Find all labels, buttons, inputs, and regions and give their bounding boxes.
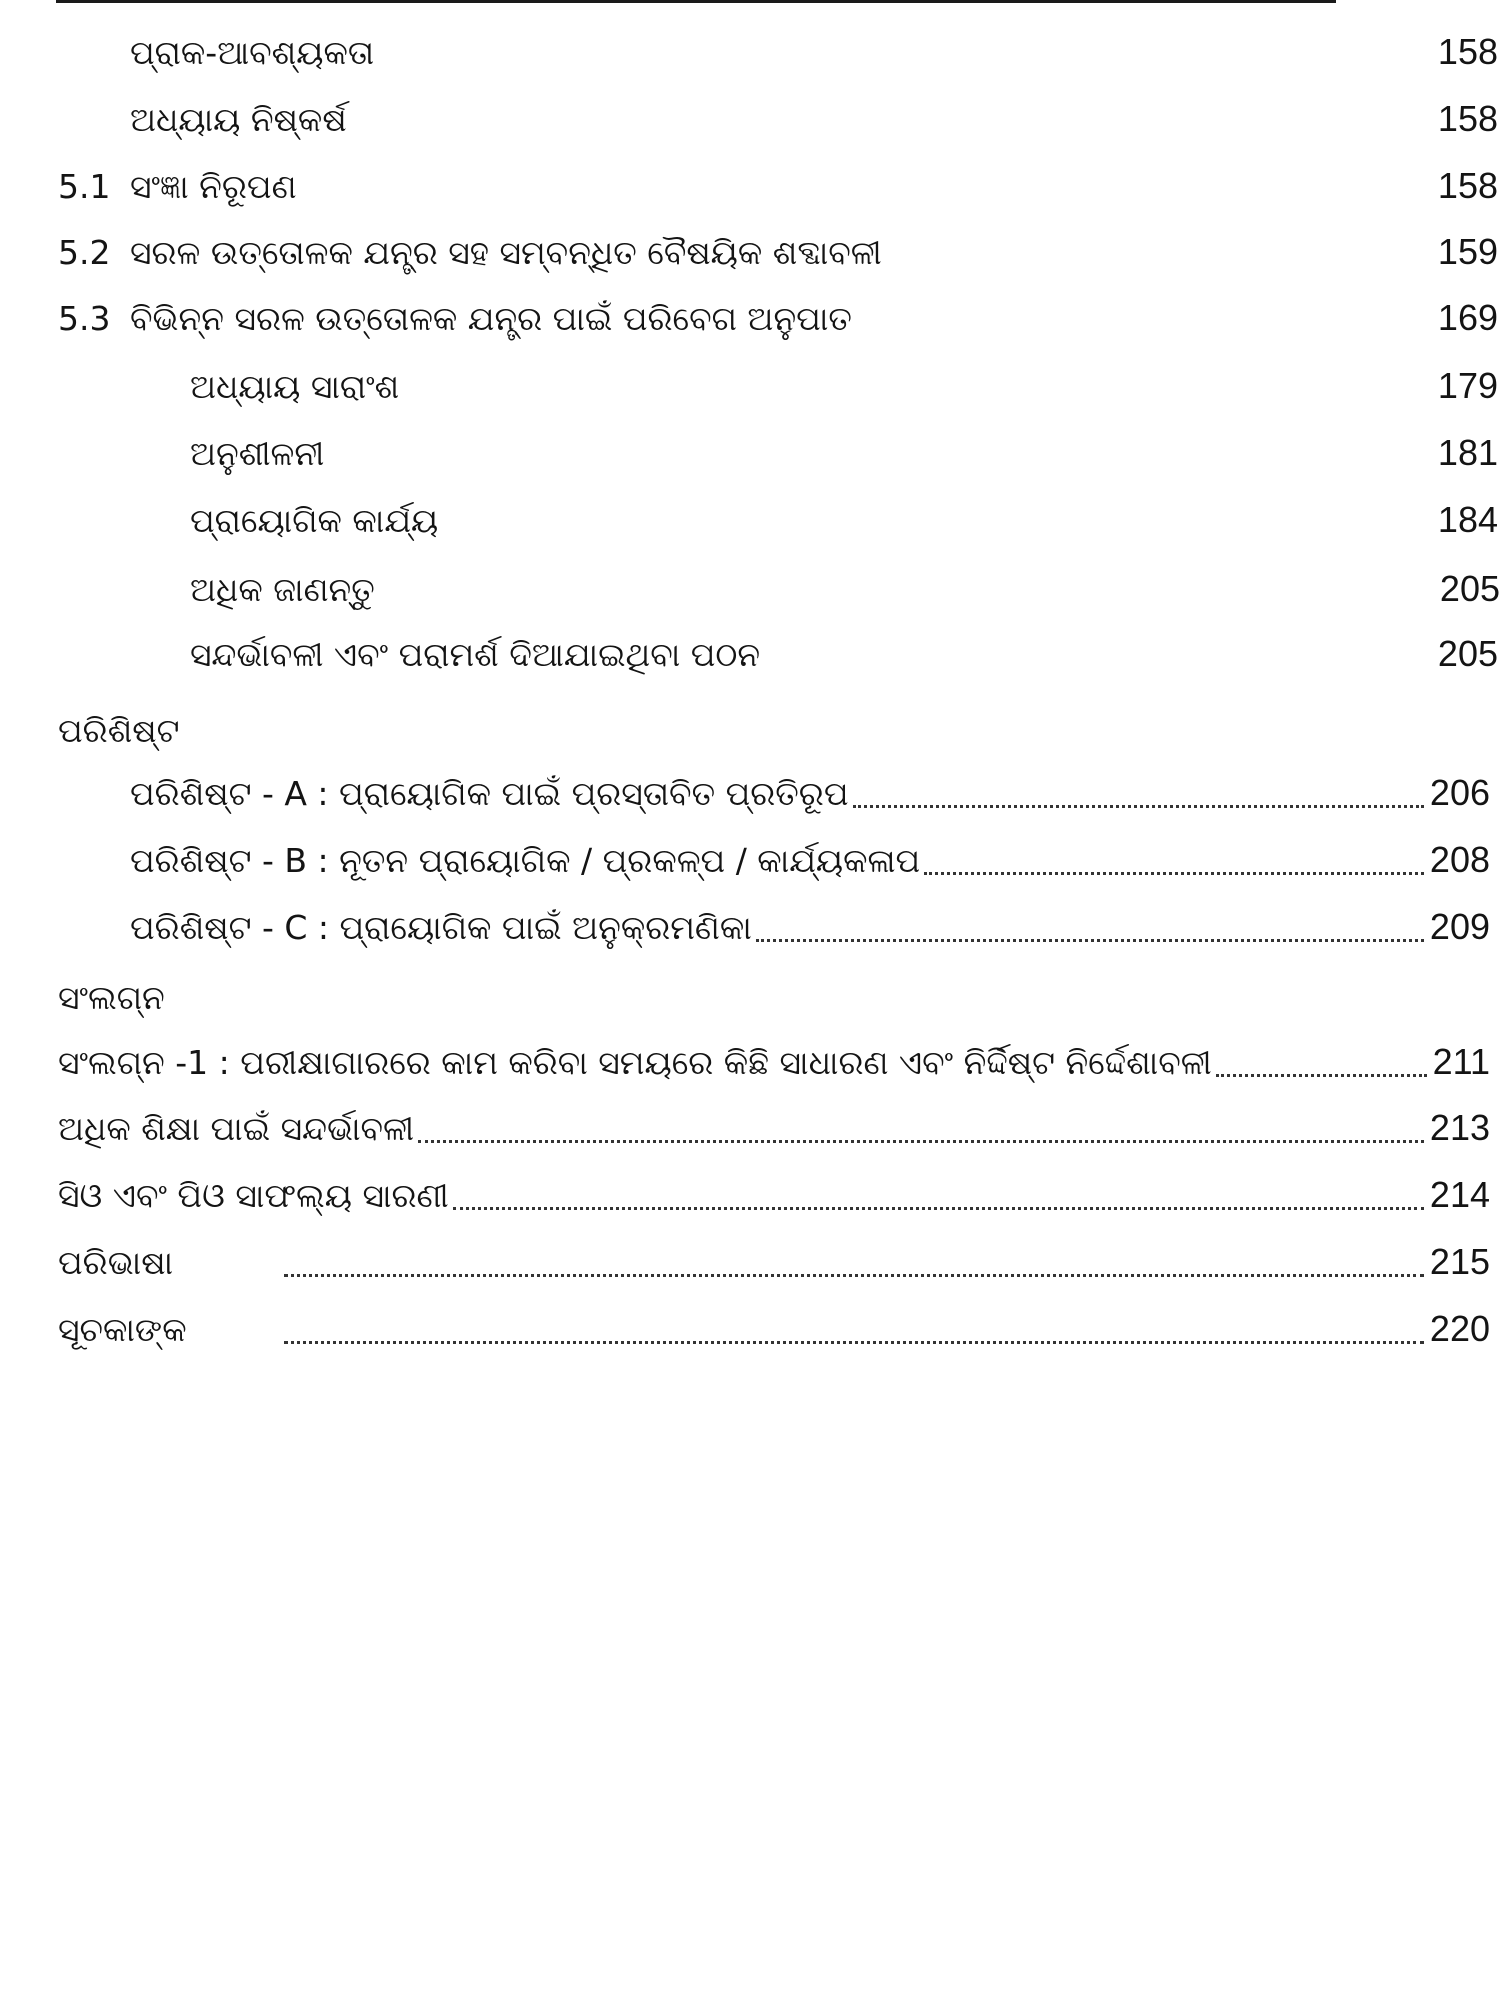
toc-entry-chapter-summary[interactable] bbox=[0, 357, 1500, 415]
toc-entry-5-1[interactable] bbox=[0, 157, 1500, 215]
toc-entry-know-more[interactable] bbox=[0, 560, 1500, 618]
toc-entry-page: 220 bbox=[1429, 1308, 1490, 1349]
leader-dots bbox=[853, 803, 1424, 808]
toc-entry-page: 211 bbox=[1432, 1041, 1490, 1082]
toc-entry-title: ଅଧ୍ୟାୟ ସାରାଂଶ bbox=[190, 366, 400, 406]
toc-entry-prerequisites[interactable] bbox=[0, 23, 1500, 81]
toc-entry-number: 5.1 bbox=[58, 166, 111, 206]
toc-entry-index[interactable] bbox=[58, 1300, 1490, 1358]
toc-entry-page: 158 bbox=[1437, 31, 1498, 72]
toc-entry-page: 159 bbox=[1437, 231, 1498, 272]
toc-entry-5-3[interactable] bbox=[0, 289, 1500, 347]
toc-entry-title: ଅଧ୍ୟାୟ ନିଷ୍କର୍ଷ bbox=[130, 99, 347, 139]
leader-dots bbox=[284, 1339, 1424, 1344]
toc-entry-number: 5.3 bbox=[58, 298, 111, 338]
top-rule bbox=[56, 0, 1336, 3]
toc-entry-title: ଅଧିକ ଜାଣନ୍ତୁ bbox=[190, 569, 375, 609]
toc-entry-page: 181 bbox=[1437, 432, 1498, 473]
toc-entry-title: ସଂଜ୍ଞା ନିରୂପଣ bbox=[130, 166, 297, 206]
toc-entry-co-po-table[interactable] bbox=[58, 1166, 1490, 1224]
toc-section-appendices[interactable] bbox=[0, 701, 1500, 759]
toc-entry-page: 158 bbox=[1437, 98, 1498, 139]
toc-entry-page: 206 bbox=[1429, 772, 1490, 813]
toc-entry-glossary[interactable] bbox=[58, 1233, 1490, 1291]
toc-entry-title: ପରିଶିଷ୍ଟ - B : ନୂତନ ପ୍ରାୟୋଗିକ / ପ୍ରକଳ୍ପ / କାର୍ଯ୍ୟକଳାପ bbox=[130, 840, 921, 880]
toc-entry-annexure-1[interactable] bbox=[58, 1033, 1490, 1091]
toc-entry-title: ପରିଭାଷା bbox=[58, 1242, 174, 1282]
leader-dots bbox=[924, 870, 1424, 875]
toc-entry-title: ସୂଚକାଙ୍କ bbox=[58, 1309, 187, 1349]
leader-dots bbox=[1216, 1072, 1427, 1077]
toc-entry-title: ପରିଶିଷ୍ଟ - C : ପ୍ରାୟୋଗିକ ପାଇଁ ଅନୁକ୍ରମଣିକା bbox=[130, 907, 752, 947]
leader-dots bbox=[453, 1205, 1424, 1210]
toc-entry-appendix-c[interactable] bbox=[130, 898, 1490, 956]
toc-section-title: ସଂଲଗ୍ନ bbox=[58, 977, 165, 1017]
leader-dots bbox=[756, 937, 1424, 942]
toc-entry-page: 158 bbox=[1437, 165, 1498, 206]
toc-entry-title: ଅନୁଶୀଳନୀ bbox=[190, 433, 325, 473]
toc-entry-page: 205 bbox=[1437, 633, 1498, 674]
toc-entry-page: 209 bbox=[1429, 906, 1490, 947]
toc-entry-title: ସନ୍ଦର୍ଭାବଳୀ ଏବଂ ପରାମର୍ଶ ଦିଆଯାଇଥିବା ପଠନ bbox=[190, 634, 761, 674]
leader-dots bbox=[284, 1272, 1424, 1277]
toc-entry-page: 208 bbox=[1429, 839, 1490, 880]
toc-section-title: ପରିଶିଷ୍ଟ bbox=[58, 710, 180, 750]
toc-section-annexures[interactable] bbox=[0, 968, 1500, 1026]
toc-entry-page: 179 bbox=[1437, 365, 1498, 406]
toc-entry-title: ସରଳ ଉତ୍ତୋଳକ ଯନ୍ତ୍ର ସହ ସମ୍ବନ୍ଧିତ ବୈଷୟିକ ଶବ୍ଦାବଳୀ bbox=[130, 232, 882, 272]
toc-entry-title: ବିଭିନ୍ନ ସରଳ ଉତ୍ତୋଳକ ଯନ୍ତ୍ର ପାଇଁ ପରିବେଗ ଅନୁପାତ bbox=[130, 298, 852, 338]
toc-entry-title: ସଂଲଗ୍ନ -1 : ପରୀକ୍ଷାଗାରରେ କାମ କରିବା ସମୟରେ କିଛି ସାଧାରଣ ଏବଂ ନିର୍ଦ୍ଦିଷ୍ଟ ନିର୍ଦ୍ଦେଶାବଳୀ bbox=[58, 1042, 1212, 1082]
toc-entry-page: 205 bbox=[1439, 568, 1500, 609]
toc-entry-title: ସିଓ ଏବଂ ପିଓ ସାଫଲ୍ୟ ସାରଣୀ bbox=[58, 1175, 449, 1215]
toc-entry-appendix-b[interactable] bbox=[130, 831, 1490, 889]
toc-entry-references-readings[interactable] bbox=[0, 625, 1500, 683]
toc-entry-exercises[interactable] bbox=[0, 424, 1500, 482]
leader-dots bbox=[418, 1138, 1424, 1143]
toc-entry-chapter-outcomes[interactable] bbox=[0, 90, 1500, 148]
toc-entry-title: ଅଧିକ ଶିକ୍ଷା ପାଇଁ ସନ୍ଦର୍ଭାବଳୀ bbox=[58, 1108, 415, 1148]
toc-entry-page: 215 bbox=[1429, 1241, 1490, 1282]
toc-entry-number: 5.2 bbox=[58, 232, 111, 272]
toc-entry-page: 213 bbox=[1429, 1107, 1490, 1148]
toc-entry-appendix-a[interactable] bbox=[130, 764, 1490, 822]
toc-entry-page: 169 bbox=[1437, 297, 1498, 338]
toc-entry-title: ପ୍ରାକ-ଆବଶ୍ୟକତା bbox=[130, 32, 375, 72]
toc-entry-practical-work[interactable] bbox=[0, 491, 1500, 549]
toc-entry-title: ପରିଶିଷ୍ଟ - A : ପ୍ରାୟୋଗିକ ପାଇଁ ପ୍ରସ୍ତାବିତ ପ୍ରତିରୂପ bbox=[130, 773, 849, 813]
toc-entry-title: ପ୍ରାୟୋଗିକ କାର୍ଯ୍ୟ bbox=[190, 500, 439, 540]
toc-entry-further-references[interactable] bbox=[58, 1099, 1490, 1157]
toc-entry-page: 184 bbox=[1437, 499, 1498, 540]
toc-entry-page: 214 bbox=[1429, 1174, 1490, 1215]
toc-entry-5-2[interactable] bbox=[0, 223, 1500, 281]
